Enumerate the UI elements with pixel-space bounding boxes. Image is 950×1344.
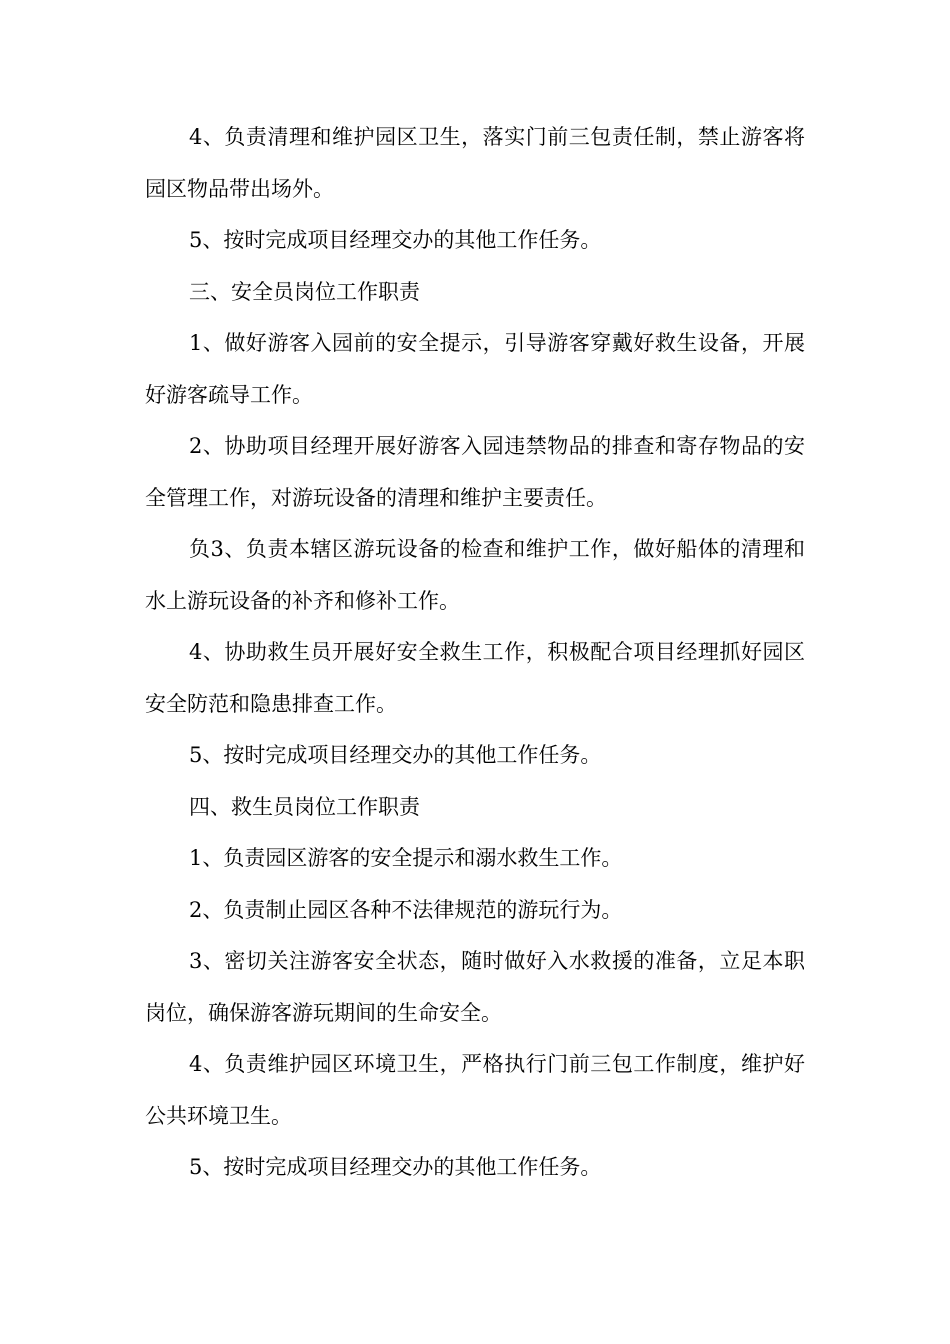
paragraph-drowning-rescue: 1、负责园区游客的安全提示和溺水救生工作。 [189, 846, 623, 870]
paragraph-other-tasks: 5、按时完成项目经理交办的其他工作任务。 [189, 228, 602, 252]
paragraph-stop-improper-play: 2、负责制止园区各种不法律规范的游玩行为。 [189, 897, 623, 922]
paragraph-cleaning-duty: 4、负责清理和维护园区卫生，落实门前三包责任制，禁止游客将园区物品带出场外。 [145, 125, 805, 201]
section-heading-lifeguard: 四、救生员岗位工作职责 [189, 794, 420, 819]
paragraph-assist-lifeguard: 4、协助救生员开展好安全救生工作，积极配合项目经理抓好园区安全防范和隐患排查工作。 [145, 640, 805, 716]
paragraph-environment-hygiene: 4、负责维护园区环境卫生，严格执行门前三包工作制度，维护好公共环境卫生。 [145, 1052, 805, 1128]
document-body [145, 112, 805, 1194]
paragraph-safety-reminder: 1、做好游客入园前的安全提示，引导游客穿戴好救生设备，开展好游客疏导工作。 [145, 331, 805, 407]
paragraph-monitor-visitors: 3、密切关注游客安全状态，随时做好入水救援的准备，立足本职岗位，确保游客游玩期间的生命安全。 [145, 949, 805, 1025]
paragraph-other-tasks-safety: 5、按时完成项目经理交办的其他工作任务。 [189, 743, 602, 767]
paragraph-prohibited-items: 2、协助项目经理开展好游客入园违禁物品的排查和寄存物品的安全管理工作，对游玩设备的清理和维护主要责任。 [145, 434, 805, 510]
paragraph-equipment-inspection: 负3、负责本辖区游玩设备的检查和维护工作，做好船体的清理和水上游玩设备的补齐和修补工作。 [145, 537, 805, 613]
paragraph-other-tasks-lifeguard: 5、按时完成项目经理交办的其他工作任务。 [189, 1155, 602, 1179]
section-heading-safety-officer: 三、安全员岗位工作职责 [189, 279, 420, 304]
